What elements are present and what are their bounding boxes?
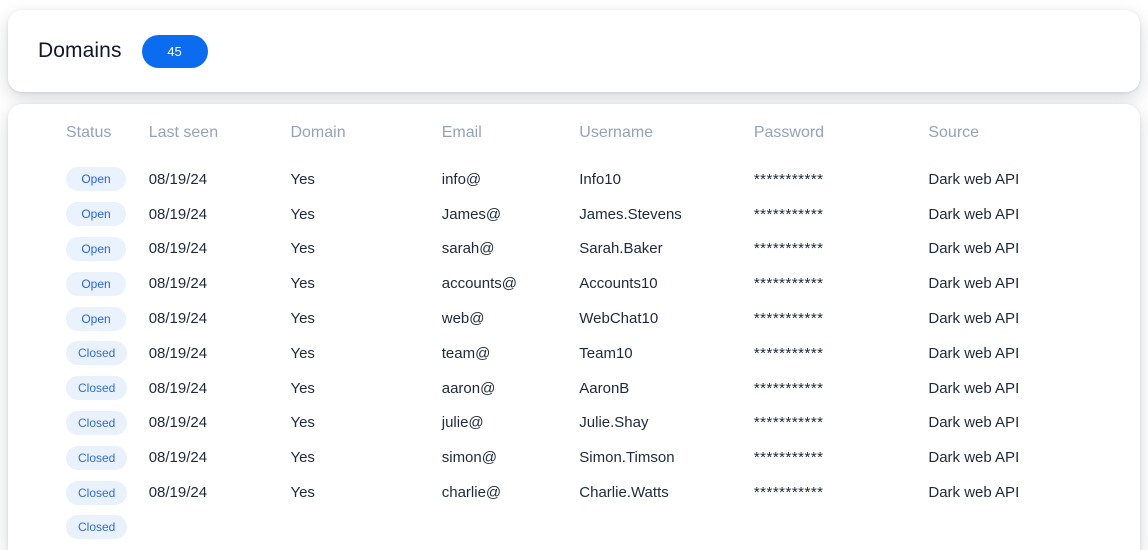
domains-table [8, 104, 1140, 545]
cell-domain: Yes [290, 484, 315, 502]
column-header-username[interactable]: Username [579, 124, 654, 141]
cell-last-seen: 08/19/24 [148, 344, 208, 362]
cell-email: aaron@ [441, 379, 496, 397]
column-header-source[interactable]: Source [928, 124, 980, 141]
status-badge: Closed [66, 341, 127, 365]
column-header-domain[interactable]: Domain [290, 124, 346, 141]
column-header-password[interactable]: Password [753, 124, 825, 141]
cell-domain: Yes [290, 379, 315, 397]
cell-password: *********** [753, 449, 824, 467]
column-header-status[interactable]: Status [66, 124, 112, 141]
cell-email: web@ [441, 310, 485, 328]
cell-last-seen: 08/19/24 [148, 449, 208, 467]
cell-password: *********** [753, 170, 824, 188]
cell-source: Dark web API [928, 379, 1020, 397]
cell-email [442, 510, 580, 545]
table-row[interactable] [8, 266, 1140, 301]
cell-username: Simon.Timson [579, 449, 675, 467]
cell-username: AaronB [579, 379, 630, 397]
cell-domain: Yes [290, 449, 315, 467]
cell-username: Team10 [579, 344, 633, 362]
cell-password: *********** [753, 240, 824, 258]
cell-password: *********** [753, 484, 824, 502]
cell-source: Dark web API [928, 310, 1020, 328]
cell-password [754, 510, 929, 545]
table-row[interactable] [8, 197, 1140, 232]
cell-last-seen: 08/19/24 [148, 170, 208, 188]
status-badge: Closed [66, 411, 127, 435]
column-header-last-seen[interactable]: Last seen [148, 124, 219, 141]
cell-source: Dark web API [928, 414, 1020, 432]
cell-source: Dark web API [928, 240, 1020, 258]
table-row[interactable] [8, 336, 1140, 371]
column-header-email[interactable]: Email [441, 124, 482, 141]
cell-email: simon@ [441, 449, 497, 467]
cell-source: Dark web API [928, 275, 1020, 293]
status-badge: Open [66, 237, 126, 261]
cell-username: Sarah.Baker [579, 240, 663, 258]
cell-password: *********** [753, 379, 824, 397]
cell-source: Dark web API [928, 449, 1020, 467]
status-badge: Open [66, 272, 126, 296]
cell-username [579, 510, 754, 545]
cell-email: info@ [441, 170, 482, 188]
cell-username: Julie.Shay [579, 414, 649, 432]
table-row[interactable] [8, 406, 1140, 441]
cell-username: Accounts10 [579, 275, 658, 293]
status-badge: Open [66, 307, 126, 331]
cell-last-seen: 08/19/24 [148, 414, 208, 432]
cell-domain: Yes [290, 170, 315, 188]
cell-password: *********** [753, 344, 824, 362]
cell-password: *********** [753, 275, 824, 293]
status-badge: Closed [66, 446, 127, 470]
domains-header-card [8, 10, 1140, 92]
table-row[interactable] [8, 510, 1140, 545]
cell-username: WebChat10 [579, 310, 659, 328]
cell-last-seen: 08/19/24 [148, 379, 208, 397]
table-row[interactable] [8, 232, 1140, 267]
status-badge: Closed [66, 481, 127, 505]
table-body [8, 162, 1140, 545]
table-row[interactable] [8, 371, 1140, 406]
table-row[interactable] [8, 162, 1140, 197]
domains-table-card [8, 104, 1140, 550]
cell-password: *********** [753, 205, 824, 223]
cell-password: *********** [753, 310, 824, 328]
cell-password: *********** [753, 414, 824, 432]
cell-domain: Yes [290, 414, 315, 432]
status-badge: Closed [66, 376, 127, 400]
cell-source: Dark web API [928, 205, 1020, 223]
cell-last-seen: 08/19/24 [148, 275, 208, 293]
cell-username: Info10 [579, 170, 621, 188]
status-badge: Open [66, 167, 126, 191]
cell-last-seen: 08/19/24 [148, 205, 208, 223]
cell-domain [290, 510, 441, 545]
cell-last-seen: 08/19/24 [148, 240, 208, 258]
page-title: Domains [38, 39, 122, 62]
cell-email: James@ [441, 205, 502, 223]
cell-last-seen: 08/19/24 [148, 484, 208, 502]
cell-domain: Yes [290, 310, 315, 328]
cell-domain: Yes [290, 275, 315, 293]
cell-source: Dark web API [928, 484, 1020, 502]
table-row[interactable] [8, 440, 1140, 475]
cell-email: julie@ [441, 414, 484, 432]
cell-username: Charlie.Watts [579, 484, 669, 502]
cell-source [928, 510, 1140, 545]
cell-source: Dark web API [928, 344, 1020, 362]
table-header-row [8, 104, 1140, 162]
cell-email: team@ [441, 344, 491, 362]
cell-email: accounts@ [441, 275, 517, 293]
cell-domain: Yes [290, 240, 315, 258]
cell-email: charlie@ [441, 484, 502, 502]
status-badge: Open [66, 202, 126, 226]
cell-domain: Yes [290, 205, 315, 223]
cell-username: James.Stevens [579, 205, 682, 223]
cell-last-seen: 08/19/24 [148, 310, 208, 328]
table-row[interactable] [8, 475, 1140, 510]
cell-email: sarah@ [441, 240, 495, 258]
cell-last-seen [149, 510, 291, 545]
domains-count-badge: 45 [142, 35, 208, 68]
status-badge: Closed [66, 515, 127, 539]
table-row[interactable] [8, 301, 1140, 336]
cell-source: Dark web API [928, 170, 1020, 188]
cell-domain: Yes [290, 344, 315, 362]
table-header [8, 104, 1140, 162]
